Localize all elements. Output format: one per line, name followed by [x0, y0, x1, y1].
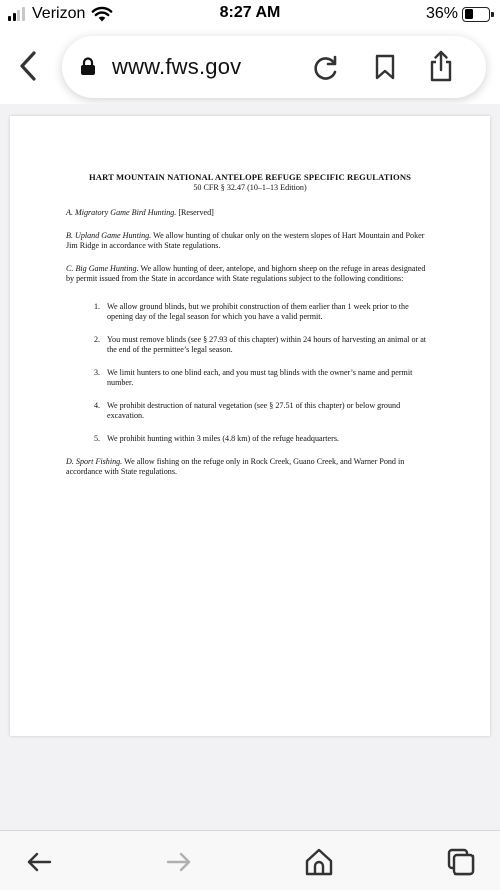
carrier-name: Verizon: [32, 5, 86, 22]
bookmark-icon[interactable]: [374, 54, 396, 80]
chevron-left-icon[interactable]: [14, 48, 42, 84]
battery-percent: 36%: [425, 5, 458, 22]
section-c: [66, 264, 434, 284]
list-item: [94, 302, 434, 322]
document-subtitle: 50 CFR § 32.47 (10–1–13 Edition): [193, 183, 307, 192]
section-a: [66, 208, 434, 218]
page-viewport[interactable]: [0, 104, 500, 830]
status-right: [426, 5, 490, 23]
section-c-text: We allow hunting of deer, antelope, and bighorn sheep on the refuge in areas designated by permit issued from the State in accordance with State regulations subject to the following conditions:: [66, 264, 426, 283]
section-d: [66, 457, 434, 477]
list-item-number: 4.: [94, 401, 101, 410]
section-d-heading: D. Sport Fishing.: [66, 457, 123, 466]
url-text[interactable]: www.fws.gov: [112, 54, 242, 79]
browser-chrome: [0, 28, 500, 104]
share-icon[interactable]: [428, 50, 454, 82]
section-b: [66, 231, 434, 251]
status-bar: [0, 0, 500, 28]
list-item-text: We prohibit destruction of natural vegetation (see § 27.51 of this chapter) or below ground excavation.: [107, 401, 401, 420]
section-b-text: We allow hunting of chukar only on the western slopes of Hart Mountain and Poker Jim Ridge in accordance with State regulations.: [66, 231, 425, 250]
list-item-text: We limit hunters to one blind each, and you must tag blinds with the owner’s name and permit number.: [107, 368, 413, 387]
list-item: [94, 401, 434, 421]
section-a-heading: A. Migratory Game Bird Hunting.: [66, 208, 177, 217]
arrow-back-icon[interactable]: [24, 847, 54, 877]
section-b-heading: B. Upland Game Hunting.: [66, 231, 152, 240]
lock-icon: [80, 57, 96, 76]
section-a-text: [Reserved]: [176, 208, 214, 217]
section-d-text: We allow fishing on the refuge only in Rock Creek, Guano Creek, and Warner Pond in accordance with State regulations.: [66, 457, 405, 476]
list-item-number: 3.: [94, 368, 101, 377]
list-item-text: We allow ground blinds, but we prohibit construction of them earlier than 1 week prior to the opening day of the legal season for which you have a valid permit.: [107, 302, 409, 321]
arrow-forward-icon[interactable]: [164, 847, 194, 877]
conditions-list: [66, 302, 434, 444]
document-title: HART MOUNTAIN NATIONAL ANTELOPE REFUGE SPECIFIC REGULATIONS: [88, 172, 412, 182]
list-item: [94, 368, 434, 388]
battery-icon: [462, 7, 490, 22]
list-item-text: We prohibit hunting within 3 miles (4.8 km) of the refuge headquarters.: [107, 434, 339, 443]
list-item-text: You must remove blinds (see § 27.93 of this chapter) within 24 hours of harvesting an animal or at the end of the permittee’s legal season.: [107, 335, 427, 354]
list-item: [94, 434, 434, 444]
status-time: 8:27 AM: [219, 4, 281, 21]
address-bar[interactable]: [62, 36, 486, 98]
list-item-number: 5.: [94, 434, 101, 443]
list-item-number: 2.: [94, 335, 101, 344]
list-item-number: 1.: [94, 302, 101, 311]
reload-icon[interactable]: [312, 54, 340, 82]
home-icon[interactable]: [304, 847, 334, 877]
tabs-icon[interactable]: [446, 847, 476, 877]
list-item: [94, 335, 434, 355]
pdf-document[interactable]: [10, 116, 490, 736]
section-c-heading: C. Big Game Hunting.: [66, 264, 139, 273]
battery-fill: [465, 9, 473, 19]
bottom-toolbar: [0, 830, 500, 890]
